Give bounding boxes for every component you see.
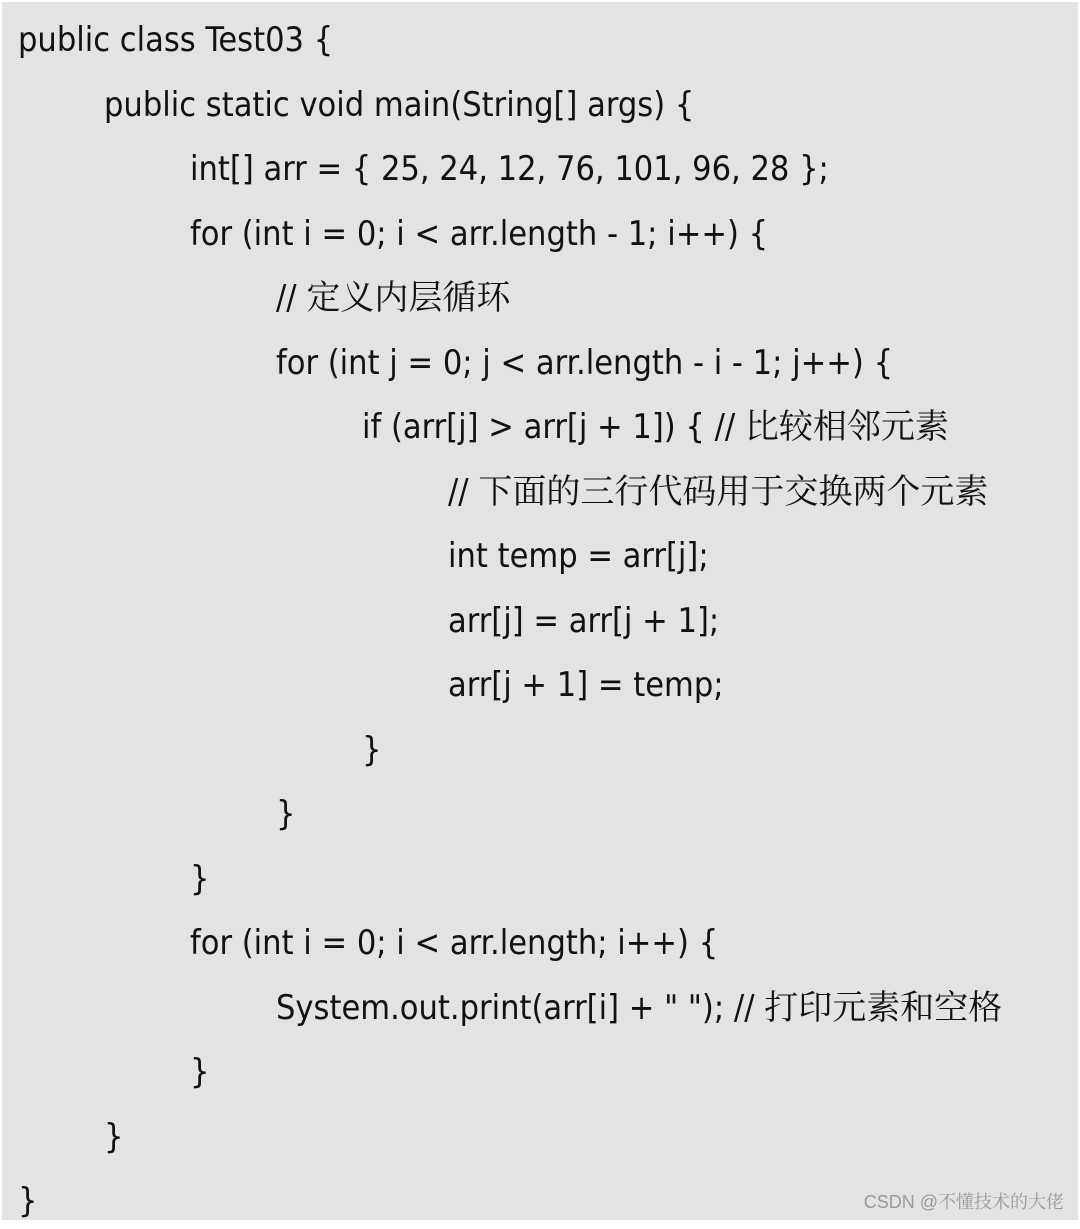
code-line-8: // 下面的三行代码用于交换两个元素 — [448, 471, 989, 512]
code-line-5: // 定义内层循环 — [276, 278, 511, 318]
code-line-19: } — [18, 1181, 38, 1221]
code-line-3: int[] arr = { 25, 24, 12, 76, 101, 96, 28 }; — [190, 149, 829, 189]
code-line-4: for (int i = 0; i < arr.length - 1; i++) { — [190, 213, 769, 254]
code-line-7: if (arr[j] > arr[j + 1]) { // 比较相邻元素 — [362, 407, 949, 447]
code-line-6: for (int j = 0; j < arr.length - i - 1; j++) { — [276, 342, 894, 383]
code-line-15: for (int i = 0; i < arr.length; i++) { — [190, 923, 719, 963]
code-panel — [2, 2, 1078, 1220]
code-line-17: } — [190, 1052, 210, 1092]
code-line-18: } — [104, 1116, 124, 1157]
code-line-1: public class Test03 { — [18, 20, 334, 60]
code-line-11: arr[j + 1] = temp; — [448, 665, 724, 705]
code-line-16: System.out.print(arr[i] + " "); // 打印元素和空格 — [276, 987, 1003, 1028]
code-line-14: } — [190, 858, 210, 899]
code-line-2: public static void main(String[] args) { — [104, 84, 695, 125]
code-line-9: int temp = arr[j]; — [448, 536, 709, 576]
code-line-10: arr[j] = arr[j + 1]; — [448, 600, 720, 641]
code-line-12: } — [362, 729, 382, 770]
csdn-watermark: CSDN @不懂技术的大佬 — [863, 1192, 1064, 1212]
code-line-13: } — [276, 794, 296, 834]
